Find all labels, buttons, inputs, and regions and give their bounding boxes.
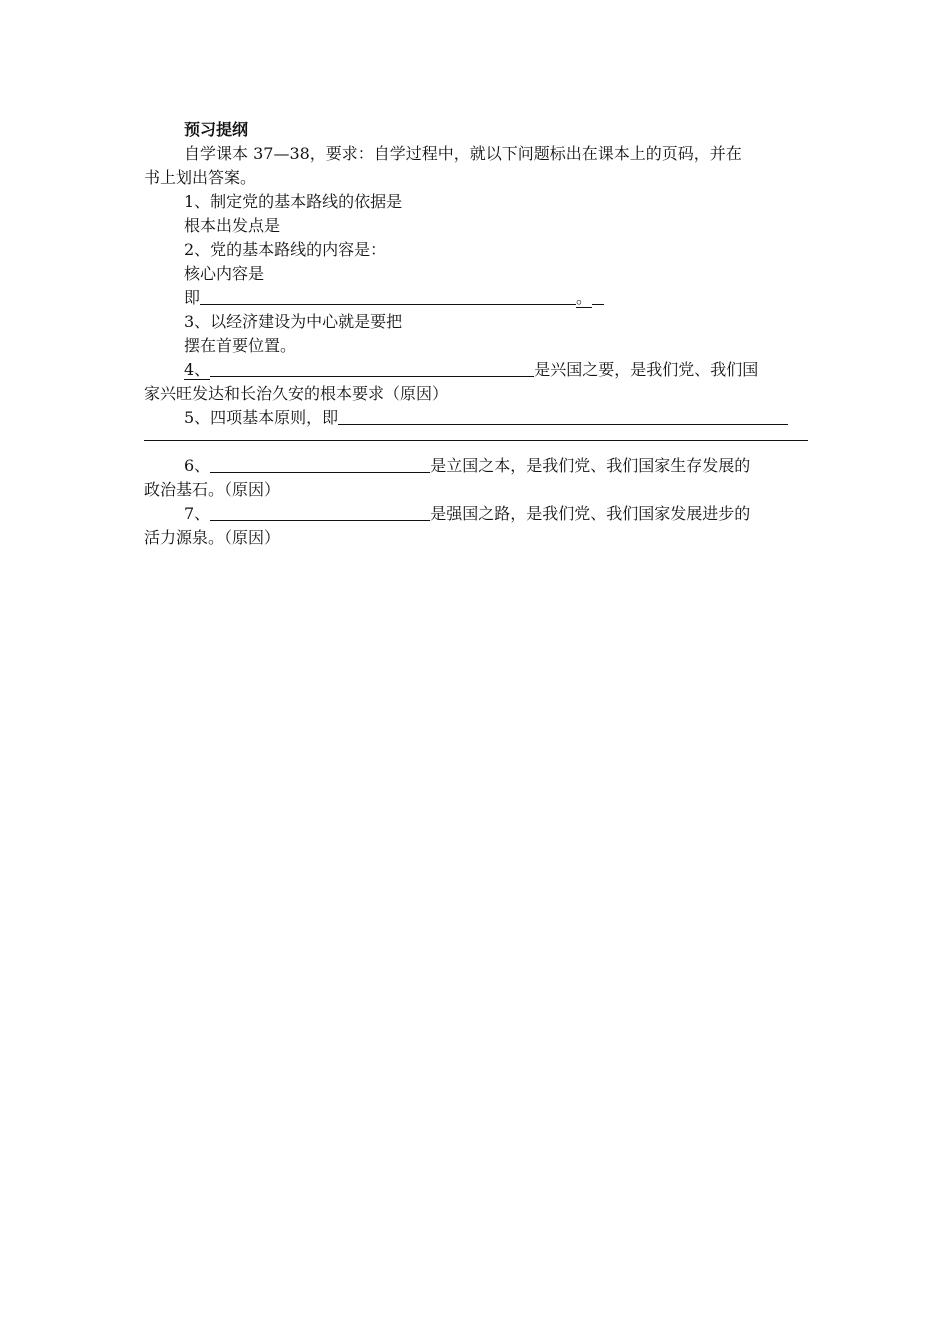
question-4-prefix: 4、 bbox=[184, 360, 211, 379]
answer-blank-2-tail bbox=[592, 286, 604, 305]
question-4-b: 家兴旺发达和长治久安的根本要求（原因） bbox=[144, 384, 449, 403]
answer-blank-4[interactable] bbox=[210, 358, 534, 377]
intro-line-2: 书上划出答案。 bbox=[144, 168, 257, 187]
question-7-prefix: 7、 bbox=[184, 504, 211, 523]
question-2-b: 核心内容是 bbox=[184, 264, 265, 283]
question-2-c-suffix: 。 bbox=[576, 288, 593, 307]
answer-blank-5[interactable] bbox=[338, 406, 788, 425]
question-3-b: 摆在首要位置。 bbox=[184, 336, 297, 355]
question-6-suffix: 是立国之本，是我们党、我们国家生存发展的 bbox=[430, 456, 751, 475]
question-1-b: 根本出发点是 bbox=[184, 216, 281, 235]
question-2-c-prefix: 即 bbox=[184, 288, 201, 307]
question-6-b: 政治基石。（原因） bbox=[144, 480, 281, 499]
answer-blank-7[interactable] bbox=[210, 502, 430, 521]
question-4 bbox=[144, 358, 808, 382]
question-6-prefix: 6、 bbox=[184, 456, 211, 475]
intro-line-1: 自学课本 37—38，要求：自学过程中，就以下问题标出在课本上的页码，并在 bbox=[184, 144, 742, 163]
answer-blank-2[interactable] bbox=[200, 286, 576, 305]
question-7-suffix: 是强国之路，是我们党、我们国家发展进步的 bbox=[430, 504, 751, 523]
question-2-c bbox=[144, 286, 808, 310]
question-6 bbox=[144, 454, 808, 478]
question-5-prefix: 5、四项基本原则，即 bbox=[184, 408, 339, 427]
answer-blank-6[interactable] bbox=[210, 454, 430, 473]
question-2: 2、党的基本路线的内容是： bbox=[184, 240, 387, 259]
question-3: 3、以经济建设为中心就是要把 bbox=[184, 312, 403, 331]
question-1: 1、制定党的基本路线的依据是 bbox=[184, 192, 403, 211]
answer-blank-5-continued bbox=[144, 440, 808, 441]
doc-title: 预习提纲 bbox=[184, 120, 249, 139]
question-5 bbox=[144, 406, 808, 430]
question-5-rule-line[interactable] bbox=[144, 430, 808, 454]
question-7-b: 活力源泉。（原因） bbox=[144, 528, 281, 547]
document-page bbox=[144, 118, 808, 550]
question-4-suffix: 是兴国之要，是我们党、我们国 bbox=[534, 360, 759, 379]
question-7 bbox=[144, 502, 808, 526]
